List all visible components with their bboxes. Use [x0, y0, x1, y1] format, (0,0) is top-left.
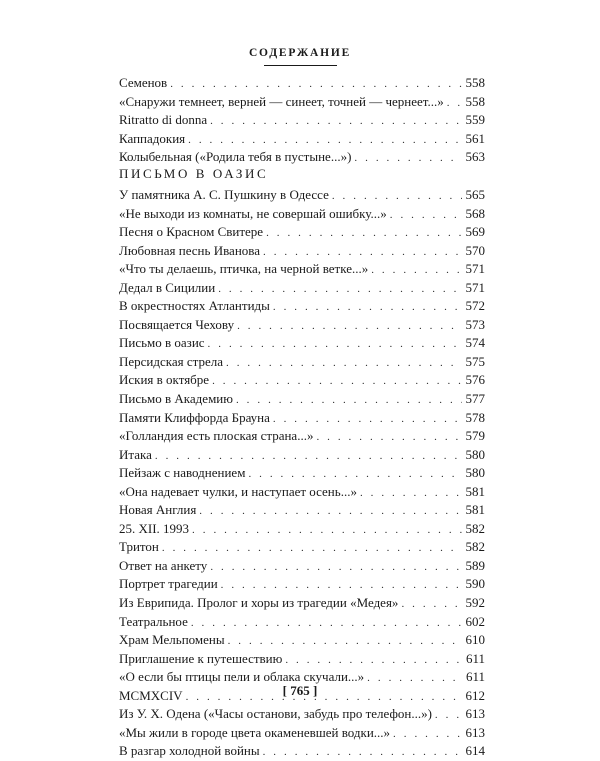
section-heading: ПИСЬМО В ОАЗИС	[119, 166, 269, 181]
toc-entry-title: Колыбельная («Родила тебя в пустыне...»)	[119, 149, 352, 165]
toc-entry	[119, 93, 485, 112]
toc-entry-title: Театральное	[119, 613, 188, 629]
dot-leader	[401, 595, 462, 613]
dot-leader	[273, 410, 462, 428]
dot-leader	[221, 576, 462, 594]
dot-leader	[162, 539, 462, 557]
toc-entry	[119, 538, 485, 557]
toc-entry-title: Из У. Х. Одена («Часы останови, забудь про телефон...»)	[119, 706, 432, 722]
toc-entry-page: 590	[465, 576, 485, 592]
toc-entry	[119, 205, 485, 224]
toc-entry-title: Из Еврипида. Пролог и хоры из трагедии «Медея»	[119, 595, 399, 611]
toc-entry-page: 581	[465, 502, 485, 518]
dot-leader	[354, 149, 462, 167]
toc-entry	[119, 446, 485, 465]
toc-entry-title: «Не выходи из комнаты, не совершай ошибку...»	[119, 205, 387, 221]
toc-entry-page: 568	[465, 205, 485, 221]
dot-leader	[212, 372, 462, 390]
toc-entry-page: 558	[465, 93, 485, 109]
toc-entry-title: Любовная песнь Иванова	[119, 242, 261, 258]
toc-entry-page: 570	[465, 242, 485, 258]
toc-entry-title: Дедал в Сицилии	[119, 279, 216, 295]
toc-entry-page: 581	[465, 483, 485, 499]
dot-leader	[218, 280, 462, 298]
toc-entry	[119, 390, 485, 409]
toc-entry-page: 578	[465, 409, 485, 425]
toc-entry	[119, 575, 485, 594]
toc-entry-title: Пейзаж с наводнением	[119, 465, 246, 481]
dot-leader	[208, 335, 462, 353]
dot-leader	[188, 131, 462, 149]
dot-leader	[390, 206, 462, 224]
toc-entry-page: 565	[465, 187, 485, 202]
toc-entry	[119, 74, 485, 93]
toc-entry-page: 592	[465, 595, 485, 611]
toc-entry-page: 571	[465, 261, 485, 277]
toc-entry	[119, 613, 485, 632]
toc-entry-page: 561	[465, 130, 485, 146]
toc-entry-page: 580	[465, 446, 485, 462]
toc-entry-page: 611	[465, 650, 485, 666]
dot-leader	[316, 428, 462, 446]
dot-leader	[226, 354, 462, 372]
toc-entry-page: 576	[465, 372, 485, 388]
dot-leader	[266, 224, 462, 242]
toc-entry-page: 571	[465, 279, 485, 295]
toc-entry-title: В разгар холодной войны	[119, 743, 260, 759]
toc-group-1	[119, 74, 485, 167]
toc-entry-page: 577	[465, 391, 485, 407]
dot-leader	[360, 484, 462, 502]
toc-entry	[119, 557, 485, 576]
toc-entry-title: У памятника А. С. Пушкину в Одессе	[119, 187, 329, 202]
toc-entry-title: Итака	[119, 446, 152, 462]
toc-entry-title: Иския в октябре	[119, 372, 210, 388]
toc-entry-page: 582	[465, 520, 485, 536]
toc-entry-title: «О если бы птицы пели и облака скучали...»	[119, 669, 365, 685]
toc-entry	[119, 148, 485, 167]
toc-entry-title: Персидская стрела	[119, 353, 224, 369]
toc-entry-title: Песня о Красном Свитере	[119, 224, 264, 240]
toc-entry-page: 602	[465, 613, 485, 629]
title-underline	[264, 65, 337, 66]
toc-entry	[119, 242, 485, 261]
dot-leader	[170, 75, 462, 93]
toc-entry	[119, 501, 485, 520]
toc-entry-page: 559	[465, 112, 485, 128]
toc-entry-page: 563	[465, 149, 485, 165]
toc-entry-page: 569	[465, 224, 485, 240]
toc-entry	[119, 520, 485, 539]
toc-entry-title: Каппадокия	[119, 130, 186, 146]
page-title: СОДЕРЖАНИЕ	[248, 47, 352, 59]
toc-entry	[119, 427, 485, 446]
toc-entry-title: Семенов	[119, 75, 168, 90]
toc-entry-title: В окрестностях Атлантиды	[119, 298, 270, 314]
toc-entry-title: Новая Англия	[119, 502, 197, 518]
toc-entry-title: Приглашение к путешествию	[119, 650, 283, 666]
toc-entry-title: Памяти Клиффорда Брауна	[119, 409, 270, 425]
toc-entry-page: 582	[465, 539, 485, 555]
dot-leader	[210, 112, 462, 130]
toc-entry-page: 575	[465, 353, 485, 369]
toc-entry-title: «Что ты делаешь, птичка, на черной ветке...»	[119, 261, 369, 277]
dot-leader	[192, 521, 462, 539]
toc-entry	[119, 353, 485, 372]
dot-leader	[155, 447, 462, 465]
toc-entry-title: Храм Мельпомены	[119, 632, 225, 648]
toc-entry-page: 573	[465, 316, 485, 332]
dot-leader	[263, 743, 462, 761]
toc-entry-title: Посвящается Чехову	[119, 316, 235, 332]
toc-entry	[119, 650, 485, 669]
toc-entry-title: MCMXCIV	[119, 687, 183, 703]
dot-leader	[237, 317, 462, 335]
toc-entry-title: Письмо в Академию	[119, 391, 233, 407]
toc-entry	[119, 279, 485, 298]
toc-entry	[119, 223, 485, 242]
toc-entry	[119, 724, 485, 743]
dot-leader	[393, 725, 462, 743]
toc-entry-page: 614	[465, 743, 485, 759]
footer-page-number: [ 765 ]	[282, 683, 318, 698]
toc-entry-title: Тритон	[119, 539, 159, 555]
toc-entry	[119, 409, 485, 428]
toc-entry	[119, 297, 485, 316]
toc-entry	[119, 742, 485, 761]
toc-entry-title: 25. XII. 1993	[119, 520, 190, 536]
toc-entry-title: Ответ на анкету	[119, 557, 208, 573]
dot-leader	[236, 391, 462, 409]
dot-leader	[210, 558, 462, 576]
dot-leader	[199, 502, 462, 520]
toc-entry	[119, 464, 485, 483]
dot-leader	[248, 465, 462, 483]
toc-entry-page: 558	[465, 75, 485, 90]
toc-entry-page: 612	[465, 687, 485, 703]
dot-leader	[273, 298, 462, 316]
toc-entry	[119, 111, 485, 130]
dot-leader	[263, 243, 462, 261]
toc-entry	[119, 186, 485, 205]
toc-entry	[119, 130, 485, 149]
toc-entry	[119, 316, 485, 335]
dot-leader	[285, 651, 462, 669]
toc-entry-title: «Мы жили в городе цвета окаменевшей водки...»	[119, 724, 391, 740]
toc-entry-page: 611	[465, 669, 485, 685]
toc-entry-title: «Голландия есть плоская страна...»	[119, 428, 314, 444]
toc-entry-title: Ritratto di donna	[119, 112, 208, 128]
toc-entry-page: 580	[465, 465, 485, 481]
toc-entry-page: 589	[465, 557, 485, 573]
toc-entry-title: «Она надевает чулки, и наступает осень...»	[119, 483, 357, 499]
toc-entry	[119, 260, 485, 279]
toc-entry	[119, 334, 485, 353]
toc-entry-title: Письмо в оазис	[119, 335, 205, 351]
toc-entry	[119, 371, 485, 390]
toc-entry	[119, 483, 485, 502]
toc-entry-page: 610	[465, 632, 485, 648]
dot-leader	[191, 614, 462, 632]
toc-entry	[119, 631, 485, 650]
toc-entry-page: 579	[465, 428, 485, 444]
toc-entry-page: 613	[465, 706, 485, 722]
toc-entry-title: «Снаружи темнеет, верней — синеет, точней — чернеет...»	[119, 93, 444, 109]
toc-group-2	[119, 186, 485, 761]
toc-entry-page: 572	[465, 298, 485, 314]
toc-entry-page: 613	[465, 724, 485, 740]
dot-leader	[332, 187, 462, 205]
toc-entry	[119, 705, 485, 724]
dot-leader	[447, 94, 462, 112]
dot-leader	[371, 261, 462, 279]
toc-entry-page: 574	[465, 335, 485, 351]
toc-entry	[119, 594, 485, 613]
dot-leader	[228, 632, 462, 650]
toc-entry-title: Портрет трагедии	[119, 576, 218, 592]
dot-leader	[435, 706, 462, 724]
